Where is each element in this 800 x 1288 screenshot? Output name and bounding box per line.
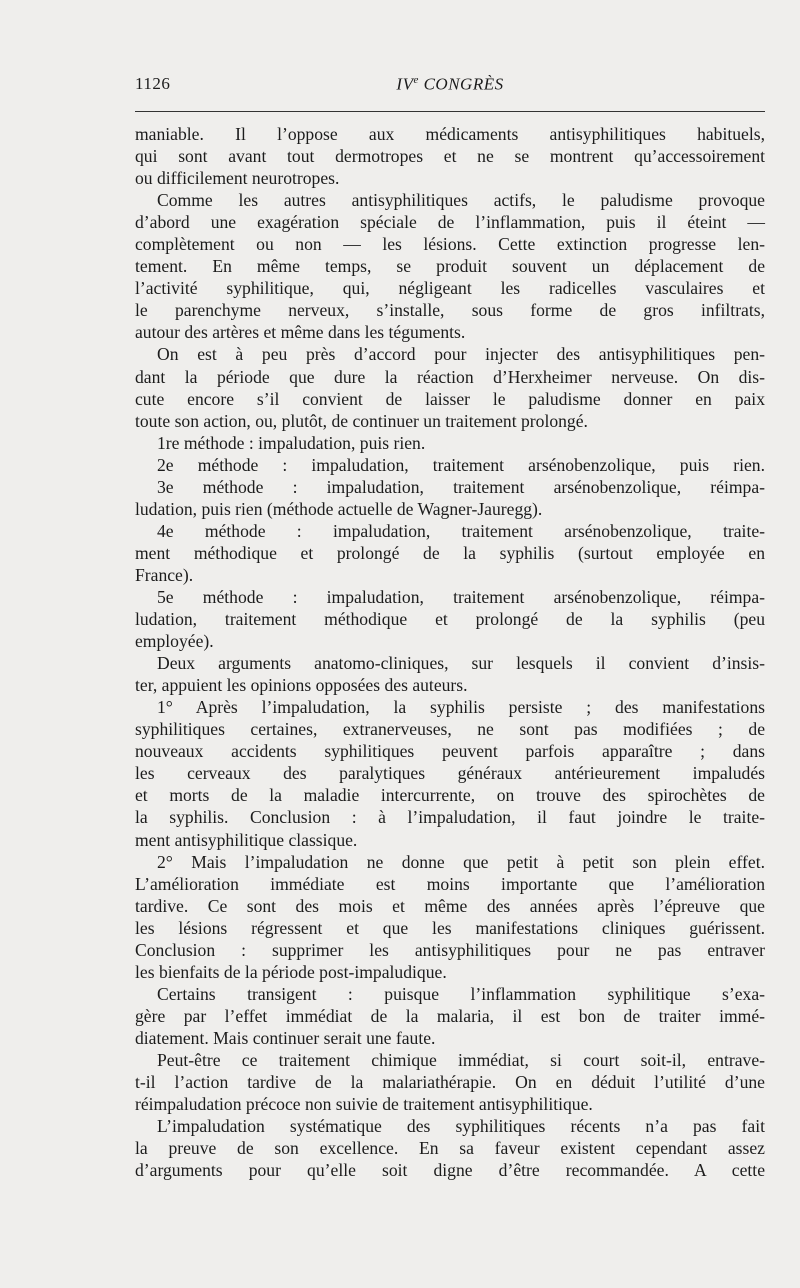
text-line: ment méthodique et prolongé de la syphilis (surtout employée en <box>135 542 765 563</box>
text-line: Comme les autres antisyphilitiques actifs, le paludisme provoque <box>157 190 765 211</box>
text-line: Conclusion : supprimer les antisyphilitiques pour ne pas entraver <box>135 939 765 960</box>
text-line: tardive. Ce sont des mois et même des années après l’épreuve que <box>135 895 765 916</box>
running-title-main: IV <box>396 74 414 94</box>
text-line: ludation, traitement méthodique et prolongé de la syphilis (peu <box>135 609 765 630</box>
text-line: 3e méthode : impaludation, traitement arsénobenzolique, réimpa- <box>157 476 765 497</box>
text-line: L’impaludation systématique des syphilitiques récents n’a pas fait <box>157 1116 765 1137</box>
text-line: l’activité syphilitique, qui, négligeant les radicelles vasculaires et <box>135 278 765 299</box>
text-line: les lésions régressent et que les manifestations cliniques guérissent. <box>135 917 765 938</box>
text-line: le parenchyme nerveux, s’installe, sous forme de gros infiltrats, <box>135 300 765 321</box>
text-line: employée). <box>135 631 214 652</box>
text-line: la syphilis. Conclusion : à l’impaludation, il faut joindre le traite- <box>135 807 765 828</box>
page-header <box>135 74 765 104</box>
text-line: réimpaludation précoce non suivie de traitement antisyphilitique. <box>135 1094 593 1115</box>
text-line: maniable. Il l’oppose aux médicaments antisyphilitiques habituels, <box>135 124 765 144</box>
text-line: les cerveaux des paralytiques généraux antérieurement impaludés <box>135 763 765 784</box>
text-line: ludation, puis rien (méthode actuelle de Wagner-Jauregg). <box>135 498 543 519</box>
text-line: 2° Mais l’impaludation ne donne que petit à petit son plein effet. <box>157 851 765 872</box>
text-line: les bienfaits de la période post-impaludique. <box>135 961 447 982</box>
text-line: complètement ou non — les lésions. Cette extinction progresse len- <box>135 234 765 255</box>
text-line: L’amélioration immédiate est moins importante que l’amélioration <box>135 873 765 894</box>
text-line: syphilitiques certaines, extranerveuses, ne sont pas modifiées ; de <box>135 719 765 740</box>
text-line: 4e méthode : impaludation, traitement arsénobenzolique, traite- <box>157 520 765 541</box>
text-line: t-il l’action tardive de la malariathérapie. On en déduit l’utilité d’une <box>135 1072 765 1093</box>
text-line: nouveaux accidents syphilitiques peuvent parfois apparaître ; dans <box>135 741 765 762</box>
text-line: ment antisyphilitique classique. <box>135 829 358 850</box>
text-line: autour des artères et même dans les téguments. <box>135 322 466 343</box>
page-number: 1126 <box>135 74 171 93</box>
text-line: dant la période que dure la réaction d’Herxheimer nerveuse. On dis- <box>135 366 765 387</box>
text-line: d’abord une exagération spéciale de l’inflammation, puis il éteint — <box>135 212 765 233</box>
text-line: cute encore s’il convient de laisser le paludisme donner en paix <box>135 388 765 409</box>
text-line: diatement. Mais continuer serait une faute. <box>135 1027 436 1048</box>
text-line: France). <box>135 564 194 585</box>
text-line: d’arguments pour qu’elle soit digne d’être recommandée. A cette <box>135 1160 765 1181</box>
running-title-rest: CONGRÈS <box>418 74 504 94</box>
text-line: 1re méthode : impaludation, puis rien. <box>157 432 426 453</box>
text-line: 5e méthode : impaludation, traitement arsénobenzolique, réimpa- <box>157 586 765 607</box>
text-line: 1° Après l’impaludation, la syphilis persiste ; des manifestations <box>157 697 765 718</box>
text-line: la preuve de son excellence. En sa faveur existent cependant assez <box>135 1138 765 1159</box>
text-line: tement. En même temps, se produit souvent un déplacement de <box>135 256 765 277</box>
text-line: et morts de la maladie intercurrente, on trouve des spirochètes de <box>135 785 765 806</box>
text-line: 2e méthode : impaludation, traitement arsénobenzolique, puis rien. <box>157 454 765 475</box>
text-line: qui sont avant tout dermotropes et ne se montrent qu’accessoirement <box>135 146 765 167</box>
running-title-superscript: e <box>413 74 419 86</box>
text-line: Peut-être ce traitement chimique immédiat, si court soit-il, entrave- <box>157 1049 765 1070</box>
text-line: ter, appuient les opinions opposées des auteurs. <box>135 675 468 696</box>
text-line: ou difficilement neurotropes. <box>135 168 340 189</box>
text-line: gère par l’effet immédiat de la malaria, il est bon de traiter immé- <box>135 1005 765 1026</box>
text-line: Deux arguments anatomo-cliniques, sur lesquels il convient d’insis- <box>157 653 765 674</box>
header-rule <box>135 111 765 112</box>
text-line: toute son action, ou, plutôt, de continuer un traitement prolongé. <box>135 410 588 431</box>
body-text <box>135 123 765 1181</box>
running-title <box>135 74 765 95</box>
text-line: Certains transigent : puisque l’inflammation syphilitique s’exa- <box>157 983 765 1004</box>
text-line: On est à peu près d’accord pour injecter des antisyphilitiques pen- <box>157 344 765 365</box>
